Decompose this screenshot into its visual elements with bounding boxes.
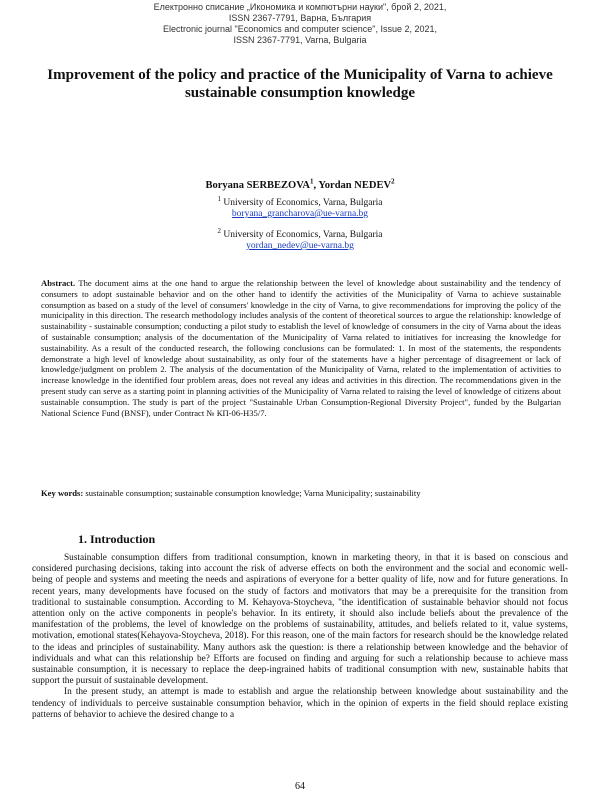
affiliation-mark: 2	[217, 226, 221, 235]
affiliation-name: University of Economics, Varna, Bulgaria	[220, 198, 383, 208]
journal-line-bg-title: Електронно списание „Икономика и компютърни науки", брой 2, 2021,	[153, 2, 447, 12]
keywords-text: sustainable consumption; sustainable consumption knowledge; Varna Municipality; sustainability	[83, 488, 421, 498]
affiliation-text	[0, 194, 600, 209]
abstract-text: The document aims at the one hand to argue the relationship between the level of knowledge about sustainability and the tendency of consumers to adopt sustainable behavior and on the other hand to identify the activities of the Municipality of Varna to achieve sustainable consumption as based on a study of the level of consumers' knowledge in the city of Varna, to give recommendations for improving the policy of the municipality in this direction. The research methodology includes analysis of the content of theoretical sources to argue the relationship: knowledge of sustainability - sustainable consumption; conducting a pilot study to establish the level of knowledge of consumers in the city of Varna about the ideas of sustainable consumption; analysis of the documentation of the Municipality of Varna related to initiatives for increasing the knowledge for sustainability. As a result of the conducted research, the following conclusions can be formulated: 1. In most of the statements, the respondents demonstrate a high level of knowledge about sustainability, as only four of the statements have a higher percentage of disagreement or lack of knowledge/judgment on problem 2. The analysis of the documentation of the Municipality of Varna, related to the implementation of activities to increase knowledge in the identified four problem areas, does not reveal any ideas and activities in this direction. The recommendations given in the present study can serve as a starting point in planning activities of the Municipality of Varna related to raising the level of knowledge of citizens about sustainable consumption. The study is part of the project "Sustainable Urban Consumption-Regional Diversity Project", funded by the Bulgarian National Science Fund (BNSF), under Contract № КП-06-Н35/7.	[41, 278, 561, 418]
author-affiliation-mark: 1	[310, 177, 314, 186]
author-affiliation-mark: 2	[391, 177, 395, 186]
affiliation-text	[0, 226, 600, 241]
body-paragraph: In the present study, an attempt is made to establish and argue the relationship between knowledge about sustainability and the tendency of individuals to perceive sustainable consumption behavior, which in the opinion of experts in the field should replace existing patterns of behavior to achieve the desired change to a	[32, 687, 568, 720]
journal-line-en-title: Electronic journal "Economics and computer science", Issue 2, 2021,	[162, 24, 438, 34]
author-email-link[interactable]: boryana_grancharova@ue-varna.bg	[231, 209, 369, 219]
author-name: Boryana SERBEZOVA	[205, 180, 311, 191]
abstract-label: Abstract.	[41, 278, 76, 288]
author-name: Yordan NEDEV	[318, 180, 392, 191]
author-separator: ,	[313, 180, 319, 191]
abstract	[41, 278, 561, 418]
section-body	[32, 553, 568, 721]
body-paragraph: Sustainable consumption differs from traditional consumption, known in marketing theory, in that it is based on conscious and considered purchasing decisions, taking into account the risk of adverse effects on both the environment and the social and economic well-being of people and systems and meeting the needs and aspirations of everyone for a better quality of life, now and for future generations. In recent years, many developments have focused on the study of factors and motivators that may be a prerequisite for the transition from traditional to sustainable consumption. According to M. Kehayova-Stoycheva, "the identification of sustainable behavior should not focus attention only on the active components in people's behavior. In its entirety, it should also include beliefs about the prevalence of the manifestation of the problems, the level of knowledge on the problems of sustainability, attitudes, and beliefs related to it, value systems, motivation, emotional states(Kehayova-Stoycheva, 2018). For this reason, one of the main factors for research should be the knowledge related to the ideas and principles of sustainability. Many authors ask the question: is there a relationship between knowledge and the behavior of individuals and what can this relationship be? Efforts are focused on finding and arguing for such a relationship because to achieve mass sustainable consumption, it is necessary to replace the deep-ingrained habits of traditional consumption with new, sustainable habits that support the pursuit of sustainable development.	[32, 553, 568, 687]
affiliation-2	[0, 226, 600, 252]
paper-title: Improvement of the policy and practice of the Municipality of Varna to achieve sustainable consumption knowledge	[47, 67, 553, 101]
author-email-link[interactable]: yordan_nedev@ue-varna.bg	[246, 241, 354, 251]
journal-header	[0, 2, 600, 46]
keywords	[41, 488, 561, 499]
journal-line-bg-issn: ISSN 2367-7791, Варна, България	[228, 13, 372, 23]
authors-line	[0, 177, 600, 191]
page-number: 64	[295, 781, 305, 792]
affiliation-mark: 1	[217, 194, 221, 203]
section-heading: 1. Introduction	[78, 532, 156, 546]
journal-line-en-issn: ISSN 2367-7791, Varna, Bulgaria	[233, 35, 367, 45]
affiliation-1	[0, 194, 600, 220]
affiliation-name: University of Economics, Varna, Bulgaria	[220, 230, 383, 240]
keywords-label: Key words:	[41, 488, 84, 498]
